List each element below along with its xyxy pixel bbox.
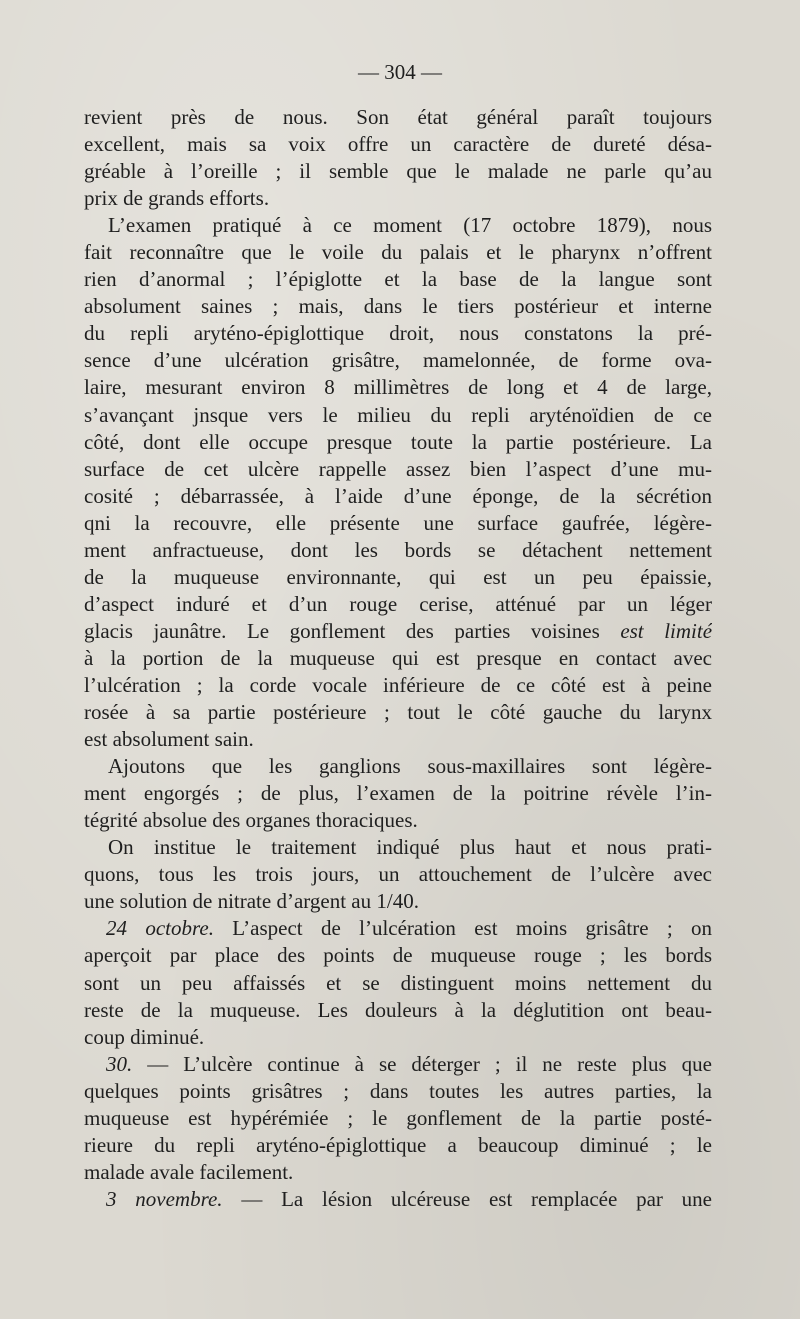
text-line: prix de grands efforts. (84, 186, 270, 211)
text-line (84, 1051, 712, 1078)
text-line: gréable à l’oreille ; il semble que le malade ne parle qu’au (84, 159, 712, 184)
text-line: du repli aryténo-épiglottique droit, nous constatons la pré- (84, 321, 712, 346)
date-label: 30. (106, 1051, 133, 1076)
text-line (84, 1186, 712, 1213)
text-line: qni la recouvre, elle présente une surface gaufrée, légère- (84, 510, 712, 535)
text-line: laire, mesurant environ 8 millimètres de long et 4 de large, (84, 375, 712, 400)
text-span: — L’ulcère continue à se déterger ; il ne reste plus que (147, 1051, 712, 1076)
text-line: revient près de nous. Son état général paraît toujours (84, 105, 712, 129)
text-line: fait reconnaître que le voile du palais et le pharynx n’offrent (84, 240, 712, 265)
text-line: ment anfractueuse, dont les bords se détachent nettement (84, 537, 712, 562)
text-line: côté, dont elle occupe presque toute la partie postérieure. La (84, 429, 712, 454)
text-line: quelques points grisâtres ; dans toutes les autres parties, la (84, 1078, 712, 1103)
text-line: malade avale facilement. (84, 1159, 294, 1184)
text-line: à la portion de la muqueuse qui est presque en contact avec (84, 645, 712, 670)
text-line: quons, tous les trois jours, un attouchement de l’ulcère avec (84, 862, 712, 887)
date-label: 24 octobre. (106, 916, 214, 941)
text-line: d’aspect induré et d’un rouge cerise, atténué par un léger (84, 591, 712, 616)
text-line: rosée à sa partie postérieure ; tout le côté gauche du larynx (84, 700, 712, 725)
italic-phrase: est limité (620, 618, 712, 643)
text-line: excellent, mais sa voix offre un caractère de dureté désa- (84, 132, 712, 157)
text-line: muqueuse est hypérémiée ; le gonflement de la partie posté- (84, 1105, 712, 1130)
text-line: s’avançant jnsque vers le milieu du repli aryténoïdien de ce (84, 402, 712, 427)
text-line: est absolument sain. (84, 727, 254, 752)
text-line (84, 915, 712, 942)
text-span: glacis jaunâtre. Le gonflement des parties voisines (84, 618, 600, 643)
text-span: — La lésion ulcéreuse est remplacée par une (241, 1186, 712, 1211)
text-line: coup diminué. (84, 1024, 205, 1049)
text-line (84, 618, 712, 645)
text-line: sont un peu affaissés et se distinguent moins nettement du (84, 970, 712, 995)
text-line: L’examen pratiqué à ce moment (17 octobre 1879), nous (108, 213, 712, 238)
text-line: l’ulcération ; la corde vocale inférieure de ce côté est à peine (84, 672, 712, 697)
text-line: surface de cet ulcère rappelle assez bien l’aspect d’une mu- (84, 456, 712, 481)
text-line: de la muqueuse environnante, qui est un peu épaissie, (84, 564, 712, 589)
text-line: reste de la muqueuse. Les douleurs à la déglutition ont beau- (84, 997, 712, 1022)
text-line: une solution de nitrate d’argent au 1/40. (84, 889, 419, 914)
text-line: On institue le traitement indiqué plus haut et nous prati- (108, 835, 712, 860)
text-line: absolument saines ; mais, dans le tiers postérieur et interne (84, 294, 712, 319)
date-label: 3 novembre. (106, 1186, 223, 1211)
text-line: aperçoit par place des points de muqueuse rouge ; les bords (84, 943, 712, 968)
text-line: cosité ; débarrassée, à l’aide d’une éponge, de la sécrétion (84, 483, 712, 508)
text-line: tégrité absolue des organes thoraciques. (84, 808, 418, 833)
text-line: Ajoutons que les ganglions sous-maxillaires sont légère- (108, 754, 712, 779)
text-span: L’aspect de l’ulcération est moins grisâtre ; on (232, 916, 712, 941)
page-number: — 304 — (358, 60, 442, 84)
text-line: rien d’anormal ; l’épiglotte et la base de la langue sont (84, 267, 712, 292)
body-text (84, 104, 712, 1213)
text-line: sence d’une ulcération grisâtre, mamelonnée, de forme ova- (84, 348, 712, 373)
text-line: rieure du repli aryténo-épiglottique a beaucoup diminué ; le (84, 1132, 712, 1157)
text-line: ment engorgés ; de plus, l’examen de la poitrine révèle l’in- (84, 781, 712, 806)
